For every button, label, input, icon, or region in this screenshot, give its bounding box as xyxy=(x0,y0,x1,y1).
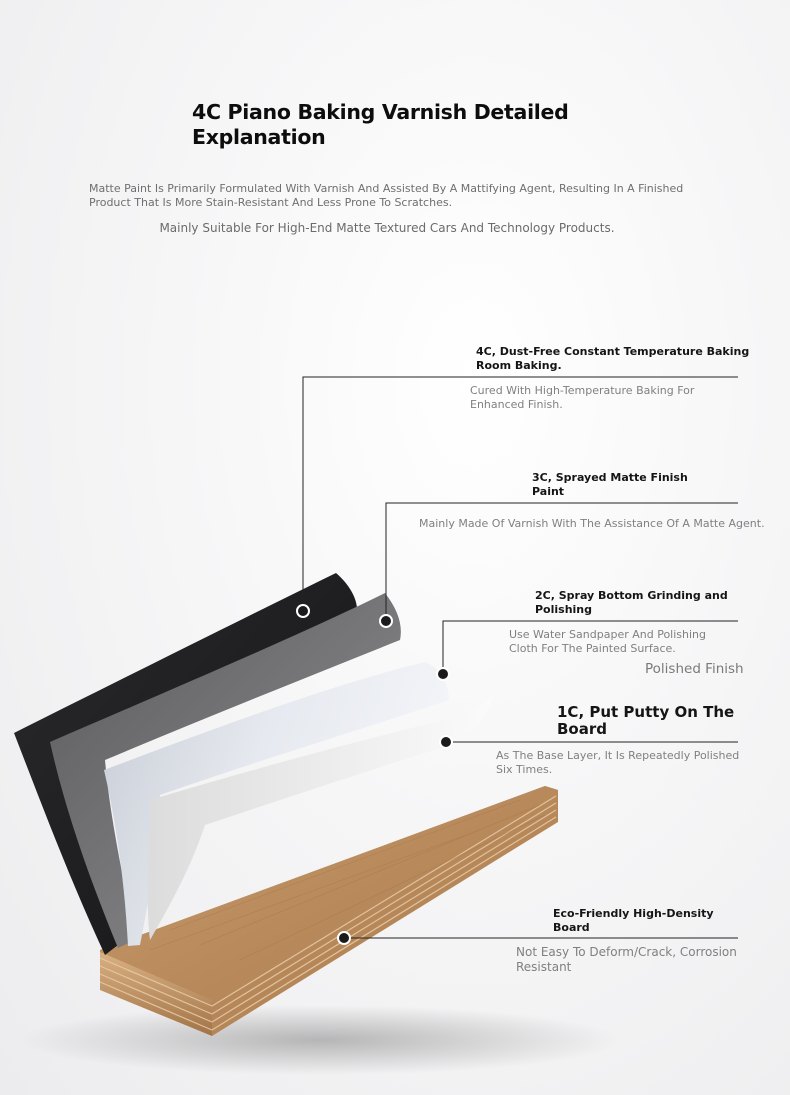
base-board-desc-line2: Resistant xyxy=(516,960,572,974)
polished-finish-note: Polished Finish xyxy=(645,661,744,677)
layer-2c-desc xyxy=(509,628,769,655)
layer-1c-desc-line1: As The Base Layer, It Is Repeatedly Polished xyxy=(496,749,740,762)
layer-4c-label-line2: Room Baking. xyxy=(476,358,562,372)
layer-1c-label xyxy=(557,704,757,738)
base-board-desc xyxy=(516,945,776,975)
layer-3c-label xyxy=(532,471,752,498)
layer-3c-label-line1: 3C, Sprayed Matte Finish xyxy=(532,471,688,484)
floor-shadow xyxy=(20,1005,620,1075)
layer-2c-label-line1: 2C, Spray Bottom Grinding and xyxy=(535,589,728,602)
layer-3c-label-line2: Paint xyxy=(532,484,565,498)
suitability-text: Mainly Suitable For High-End Matte Textured Cars And Technology Products. xyxy=(159,221,615,235)
page-title-line1: 4C Piano Baking Varnish Detailed xyxy=(192,100,569,124)
base-board-label-line1: Eco-Friendly High-Density xyxy=(553,907,714,920)
layer-1c-label-line1: 1C, Put Putty On The xyxy=(557,703,735,721)
layer-4c-desc-line1: Cured With High-Temperature Baking For xyxy=(470,384,695,397)
layer-1c-desc xyxy=(496,749,776,776)
page-title xyxy=(192,100,612,150)
page-title-line2: Explanation xyxy=(192,125,326,149)
layer-3c-desc: Mainly Made Of Varnish With The Assistance Of A Matte Agent. xyxy=(419,517,765,530)
base-board-label xyxy=(553,907,773,934)
layer-1c-desc-line2: Six Times. xyxy=(496,762,553,776)
layer-4c-desc-line2: Enhanced Finish. xyxy=(470,397,563,411)
layer-1c-label-line2: Board xyxy=(557,720,607,738)
layer-4c-label xyxy=(476,345,756,372)
base-board-label-line2: Board xyxy=(553,920,590,934)
layer-2c-desc-line1: Use Water Sandpaper And Polishing xyxy=(509,628,707,641)
intro-text xyxy=(89,182,709,209)
intro-line2: Product That Is More Stain-Resistant And Less Prone To Scratches. xyxy=(89,195,453,209)
layer-2c-label-line2: Polishing xyxy=(535,602,593,616)
layer-4c-label-line1: 4C, Dust-Free Constant Temperature Baking xyxy=(476,345,750,358)
layer-4c-desc xyxy=(470,384,750,411)
layer-2c-desc-line2: Cloth For The Painted Surface. xyxy=(509,641,676,655)
intro-line1: Matte Paint Is Primarily Formulated With Varnish And Assisted By A Mattifying Agent, Resulting In A Finished xyxy=(89,182,684,195)
layer-2c-label xyxy=(535,589,765,616)
base-board-desc-line1: Not Easy To Deform/Crack, Corrosion xyxy=(516,945,737,959)
